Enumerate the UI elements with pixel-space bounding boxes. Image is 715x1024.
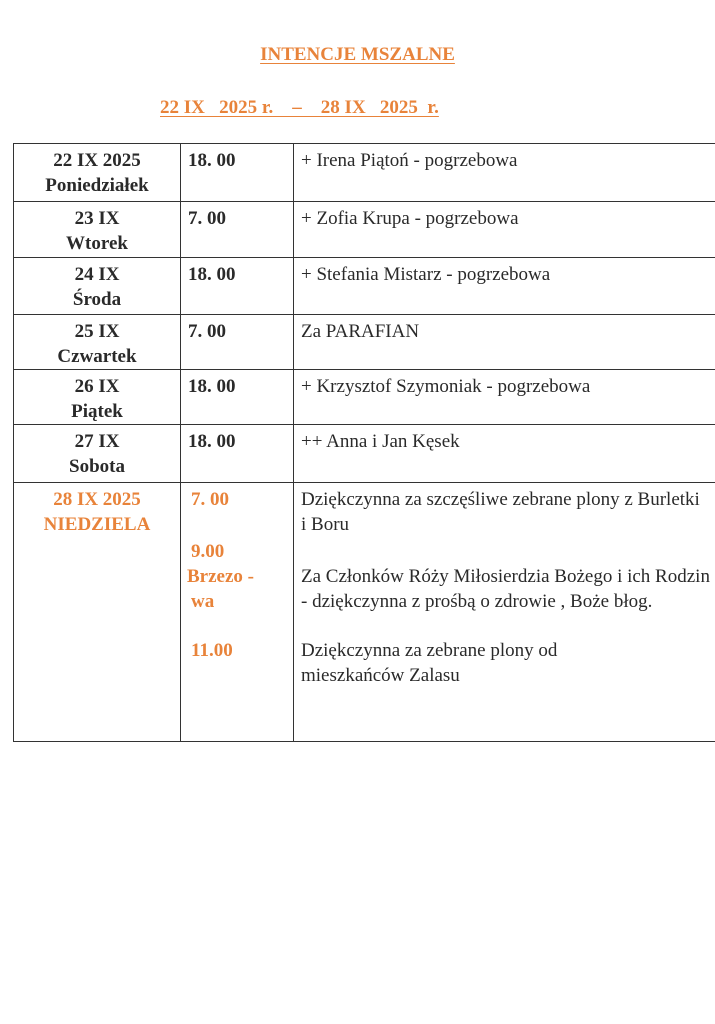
table-row xyxy=(14,202,715,258)
day-cell xyxy=(14,202,181,258)
date: 22 IX 2025 xyxy=(53,150,141,171)
intention: Dziękczynna za szczęśliwe zebrane plony z Burletki i Boru xyxy=(301,489,700,535)
table-row xyxy=(14,315,715,370)
intention: Za Członków Róży Miłosierdzia Bożego i ich Rodzin - dziękczynna z prośbą o zdrowie , Boże błog. xyxy=(301,566,710,612)
day-cell xyxy=(14,315,181,370)
time-cell: 18. 00 xyxy=(181,425,294,483)
weekday: Poniedziałek xyxy=(45,175,149,196)
date: 24 IX xyxy=(74,264,120,285)
intentions-table xyxy=(13,143,715,742)
intention-cell: + Zofia Krupa - pogrzebowa xyxy=(294,202,715,258)
weekday: Sobota xyxy=(69,456,125,477)
intention-cell: + Stefania Mistarz - pogrzebowa xyxy=(294,258,715,315)
day-cell xyxy=(14,370,181,425)
page-title: INTENCJE MSZALNE xyxy=(260,44,455,65)
date: 23 IX xyxy=(74,208,120,229)
day-cell xyxy=(14,144,181,202)
table-row xyxy=(14,370,715,425)
date: 25 IX xyxy=(74,321,120,342)
time-cell: 18. 00 xyxy=(181,258,294,315)
mass-time: 11.00 xyxy=(191,640,233,661)
mass-time: 7. 00 xyxy=(191,489,229,510)
sunday-intention-cell xyxy=(294,483,715,742)
weekday: Piątek xyxy=(71,401,123,422)
weekday: NIEDZIELA xyxy=(43,514,151,535)
weekday: Wtorek xyxy=(66,233,128,254)
intention: Dziękczynna za zebrane plony od mieszkańców Zalasu xyxy=(301,640,558,686)
time-cell: 18. 00 xyxy=(181,144,294,202)
weekday: Czwartek xyxy=(57,346,137,367)
date-range: 22 IX 2025 r. – 28 IX 2025 r. xyxy=(160,97,439,118)
sunday-day-cell xyxy=(14,483,181,742)
date: 26 IX xyxy=(74,376,120,397)
table-row-sunday xyxy=(14,483,715,742)
time-cell: 7. 00 xyxy=(181,315,294,370)
sunday-time-cell xyxy=(181,483,294,742)
mass-time: 9.00 xyxy=(191,541,225,562)
time-cell: 7. 00 xyxy=(181,202,294,258)
intention-cell: Za PARAFIAN xyxy=(294,315,715,370)
table-row xyxy=(14,258,715,315)
intention-cell: ++ Anna i Jan Kęsek xyxy=(294,425,715,483)
date: 27 IX xyxy=(74,431,120,452)
mass-place: wa xyxy=(191,591,215,612)
table-row xyxy=(14,144,715,202)
date: 28 IX 2025 xyxy=(53,489,141,510)
mass-place: Brzezo - xyxy=(187,566,254,587)
time-cell: 18. 00 xyxy=(181,370,294,425)
intention-cell: + Krzysztof Szymoniak - pogrzebowa xyxy=(294,370,715,425)
intention-cell: + Irena Piątoń - pogrzebowa xyxy=(294,144,715,202)
weekday: Środa xyxy=(72,289,122,310)
day-cell xyxy=(14,425,181,483)
table-row xyxy=(14,425,715,483)
day-cell xyxy=(14,258,181,315)
